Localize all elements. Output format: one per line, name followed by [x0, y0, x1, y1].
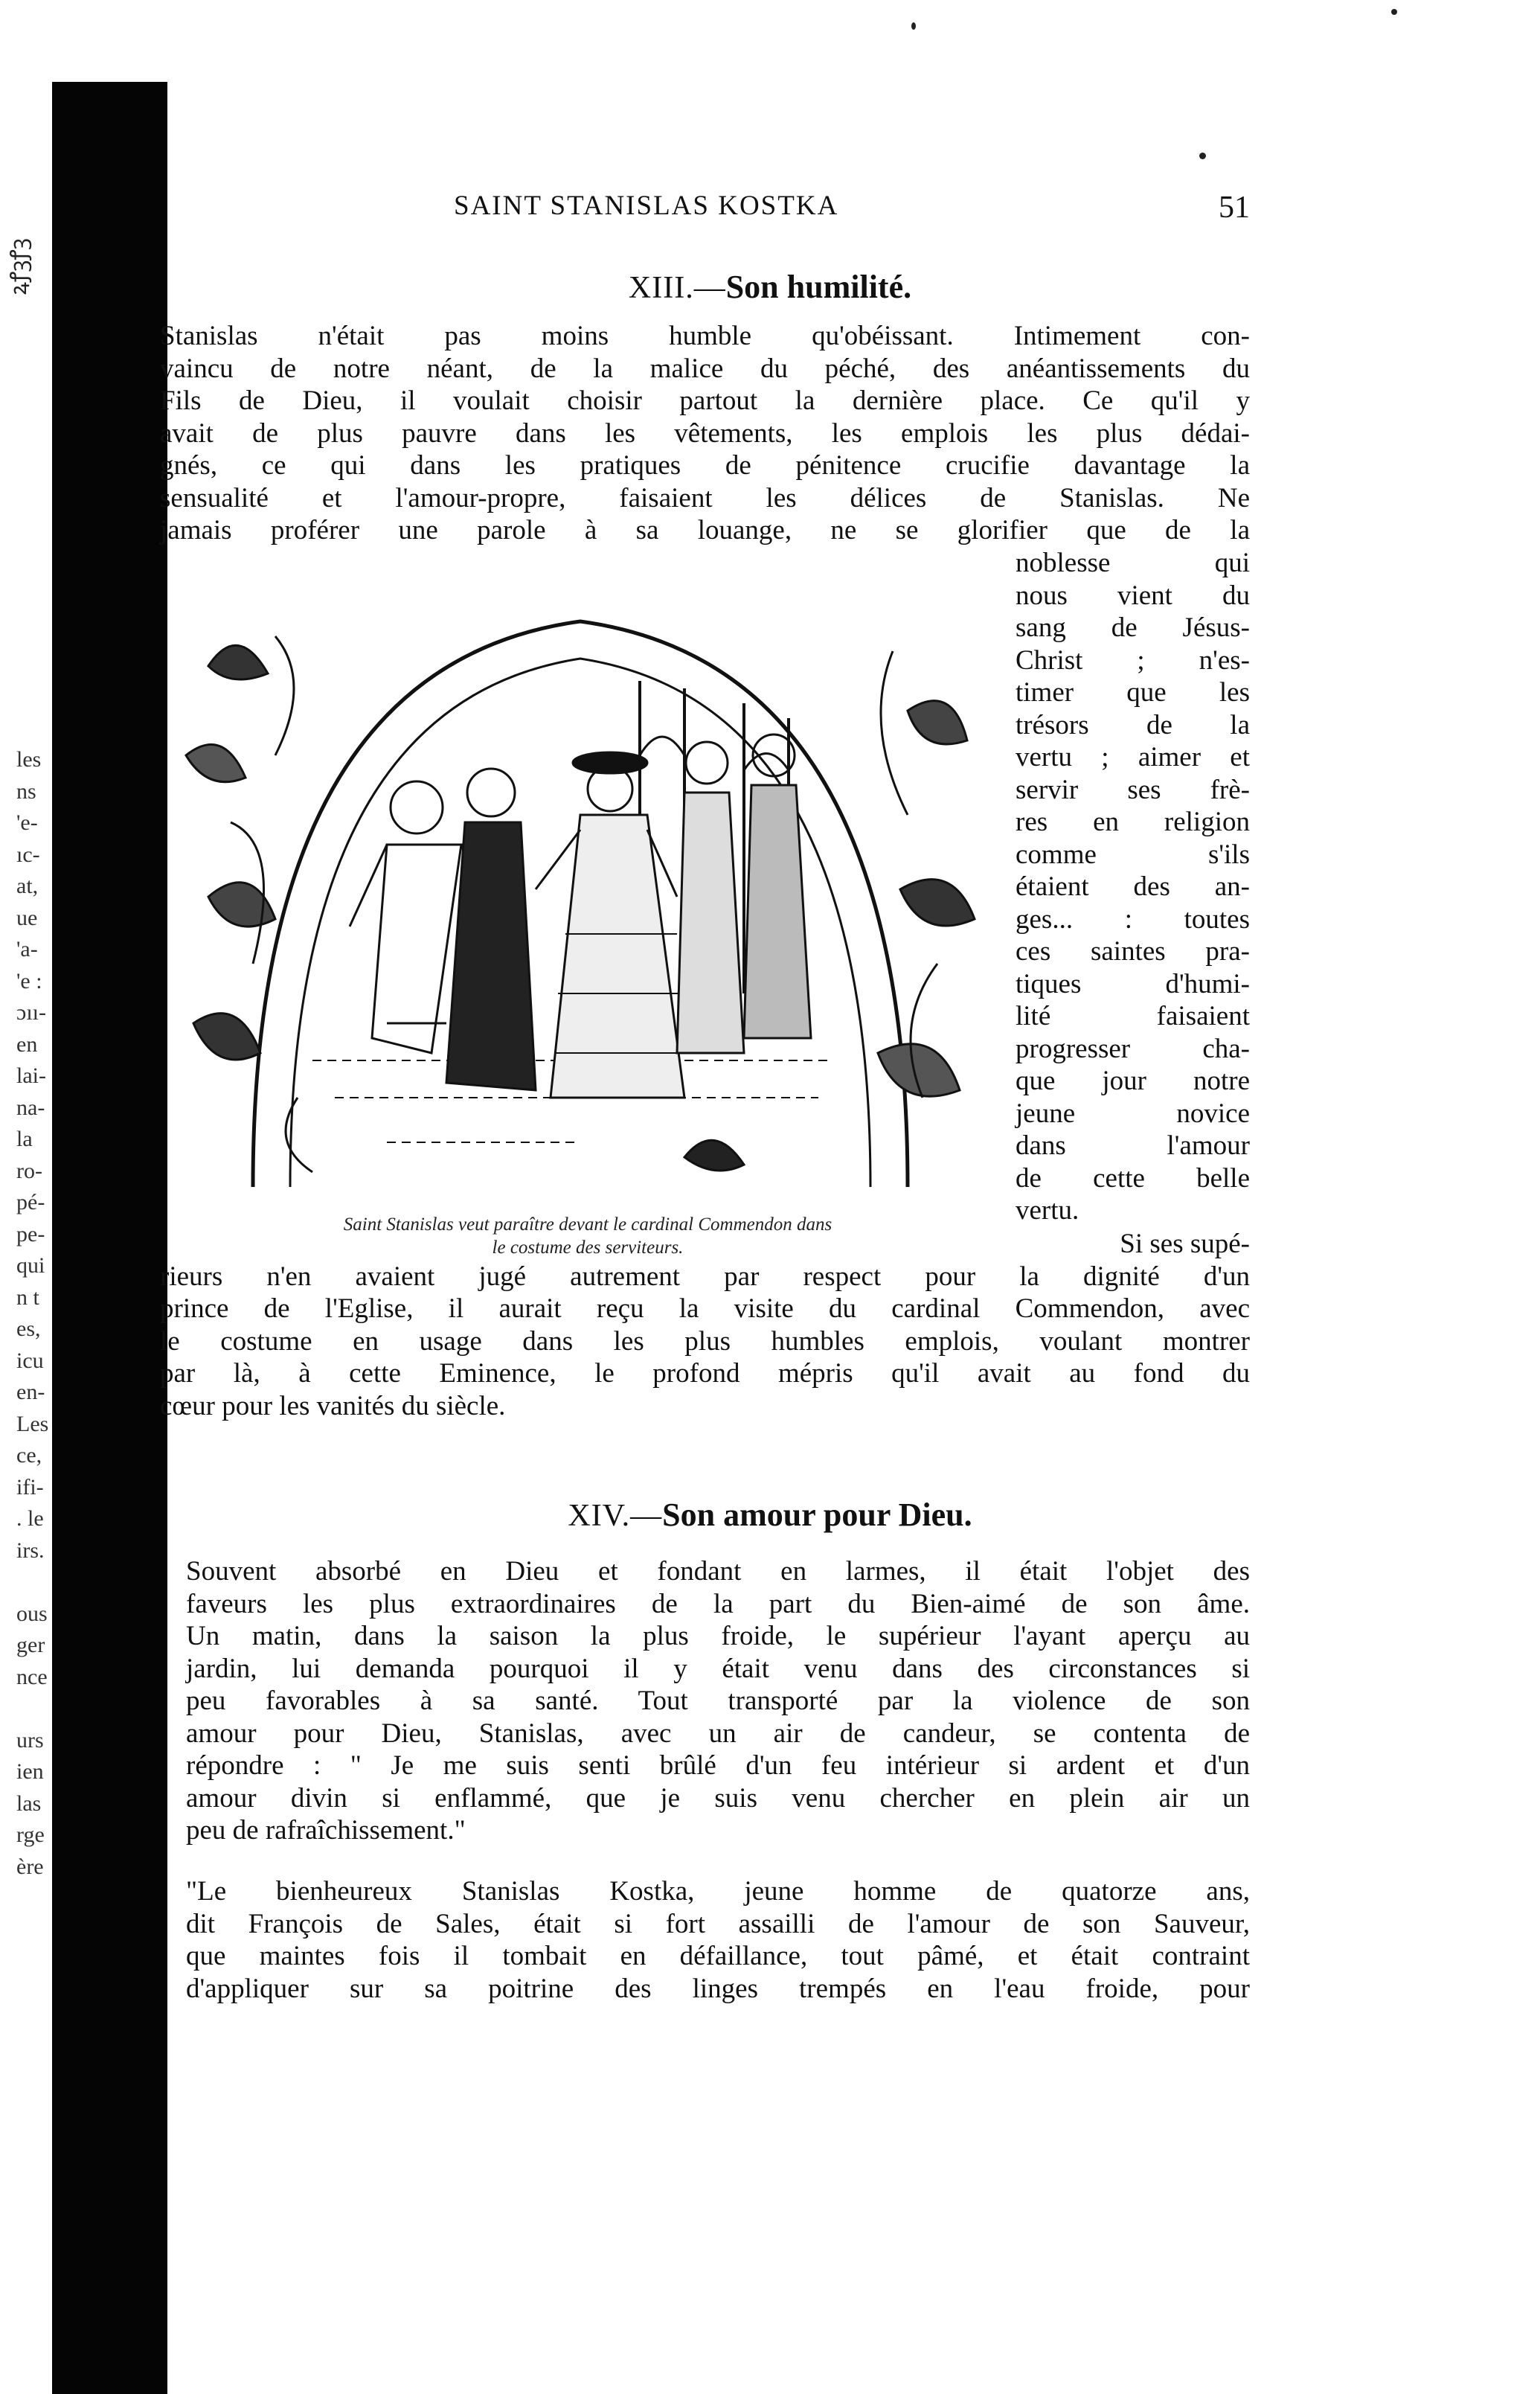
text-line: dit François de Sales, était si fort assailli de l'amour de son Sauveur, — [186, 1908, 1250, 1939]
bleed-fragment: ıc- — [16, 842, 40, 867]
text-line: Souvent absorbé en Dieu et fondant en larmes, il était l'objet des — [186, 1556, 1250, 1587]
text-line: que jour notre — [1016, 1066, 1250, 1096]
margin-handwriting: ꝝꝭꝫꝭꝫ — [7, 238, 31, 295]
section-heading — [0, 268, 1540, 306]
engraving-illustration — [164, 577, 1004, 1194]
text-line: répondre : " Je me suis senti brûlé d'un feu intérieur si ardent et d'un — [186, 1750, 1250, 1781]
bleed-fragment — [16, 1566, 52, 1598]
text-line: cœur pour les vanités du siècle. — [160, 1390, 506, 1421]
text-line: de cette belle — [1016, 1162, 1250, 1194]
text-line: amour divin si enflammé, que je suis venu chercher en plein air un — [186, 1782, 1250, 1814]
section-number: XIV.— — [568, 1499, 663, 1533]
caption-line: le costume des serviteurs. — [492, 1238, 684, 1258]
bleed-fragment: Les — [16, 1411, 49, 1436]
text-line: avait de plus pauvre dans les vêtements, les emplois les plus dédai- — [160, 417, 1250, 449]
running-head — [409, 190, 1250, 234]
bleed-fragment: ro- — [16, 1158, 42, 1183]
text-line: peu de rafraîchissement." — [186, 1815, 466, 1846]
bleed-fragment: irs. — [16, 1537, 45, 1563]
text-line: Un matin, dans la saison la plus froide, le supérieur l'ayant aperçu au — [186, 1621, 1250, 1651]
text-line: nous vient du — [1016, 580, 1250, 611]
text-line: progresser cha- — [1016, 1033, 1250, 1064]
text-line: par là, à cette Eminence, le profond mépris qu'il avait au fond du — [160, 1358, 1250, 1389]
text-line: Fils de Dieu, il voulait choisir partout la dernière place. Ce qu'il y — [160, 385, 1250, 416]
bleed-fragment: . le — [16, 1506, 44, 1531]
paragraph — [160, 320, 1250, 547]
text-line: prince de l'Eglise, il aurait reçu la visite du cardinal Commendon, avec — [160, 1293, 1250, 1324]
bleed-fragment: ère — [16, 1854, 44, 1879]
side-text-column — [1016, 547, 1250, 1227]
text-line: jamais proférer une parole à sa louange, ne se glorifier que de la — [160, 515, 1250, 545]
bleed-fragment: ifi- — [16, 1474, 44, 1500]
text-line: peu favorables à sa santé. Tout transporté par la violence de son — [186, 1686, 1250, 1716]
text-line: noblesse qui — [1016, 548, 1250, 578]
bleed-fragment: la — [16, 1127, 33, 1151]
text-line: lité faisaient — [1016, 1001, 1250, 1031]
running-title: SAINT STANISLAS KOSTKA — [454, 191, 839, 221]
section-heading — [0, 1496, 1540, 1534]
facing-page-bleed — [16, 744, 52, 1883]
text-line: sang de Jésus- — [1016, 612, 1250, 643]
bleed-fragment: rge — [16, 1822, 45, 1847]
scan-speck — [1391, 9, 1397, 15]
text-line: timer que les — [1016, 677, 1250, 708]
bleed-fragment: qui — [16, 1253, 45, 1278]
text-line: étaient des an- — [1016, 871, 1250, 902]
bleed-fragment: n t — [16, 1284, 39, 1310]
text-line: jardin, lui demanda pourquoi il y était venu dans des circonstances si — [186, 1653, 1250, 1684]
bleed-fragment: nce — [16, 1664, 48, 1689]
bleed-fragment — [16, 1693, 52, 1725]
section-number: XIII.— — [628, 271, 726, 305]
text-line: vertu. — [1016, 1195, 1079, 1226]
bleed-fragment: pe- — [16, 1221, 45, 1246]
bleed-fragment: ous — [16, 1601, 48, 1626]
scan-binding-shadow — [52, 82, 167, 2394]
bleed-fragment: 'a- — [16, 937, 38, 961]
text-line: "Le bienheureux Stanislas Kostka, jeune homme de quatorze ans, — [186, 1876, 1250, 1907]
text-line: rieurs n'en avaient jugé autrement par respect pour la dignité d'un — [160, 1261, 1250, 1292]
text-line: dans l'amour — [1016, 1130, 1250, 1161]
bleed-fragment: ce, — [16, 1443, 42, 1468]
section-title: Son humilité. — [725, 269, 912, 305]
bleed-fragment: las — [16, 1790, 42, 1816]
text-line: Christ ; n'es- — [1016, 644, 1250, 676]
text-line: Si ses supé- — [1120, 1229, 1250, 1259]
text-line: que maintes fois il tombait en défaillance, tout pâmé, et était contraint — [186, 1941, 1250, 1971]
quote-paragraph — [186, 1875, 1250, 2005]
bleed-fragment: ɔıı- — [16, 1000, 46, 1025]
bleed-fragment: les — [16, 747, 42, 772]
scan-speck — [911, 22, 916, 30]
bleed-fragment: na- — [16, 1095, 45, 1120]
text-line: d'appliquer sur sa poitrine des linges trempés en l'eau froide, pour — [186, 1973, 1250, 2004]
bleed-fragment: es, — [16, 1316, 41, 1341]
bleed-fragment: ger — [16, 1633, 45, 1657]
bleed-fragment: ns — [16, 778, 36, 804]
text-line: le costume en usage dans les plus humbles emplois, voulant montrer — [160, 1325, 1250, 1357]
paragraph — [186, 1555, 1250, 1847]
caption-line: Saint Stanislas veut paraître devant le cardinal Commendon dans — [343, 1214, 832, 1235]
text-line: jeune novice — [1016, 1098, 1250, 1129]
text-line: faveurs les plus extraordinaires de la part du Bien-aimé de son âme. — [186, 1588, 1250, 1619]
paragraph — [160, 1228, 1250, 1422]
bleed-fragment: lai- — [16, 1063, 46, 1088]
text-line: trésors de la — [1016, 709, 1250, 740]
bleed-fragment: icu — [16, 1348, 44, 1373]
bleed-fragment: 'e : — [16, 968, 42, 993]
bleed-fragment: at, — [16, 874, 39, 898]
bleed-fragment: ien — [16, 1759, 44, 1784]
text-line: tiques d'humi- — [1016, 968, 1250, 999]
text-line: vertu ; aimer et — [1016, 742, 1250, 772]
bleed-fragment: 'e- — [16, 810, 38, 835]
section-title: Son amour pour Dieu. — [662, 1497, 972, 1533]
text-line: res en religion — [1016, 807, 1250, 837]
bleed-fragment: ue — [16, 905, 38, 930]
text-line: gnés, ce qui dans les pratiques de pénitence crucifie davantage la — [160, 450, 1250, 481]
bleed-fragment: en — [16, 1031, 38, 1057]
scan-speck — [1199, 153, 1206, 159]
bleed-fragment: en- — [16, 1380, 45, 1404]
text-line: comme s'ils — [1016, 839, 1250, 870]
bleed-fragment: pé- — [16, 1190, 45, 1214]
text-line: ces saintes pra- — [1016, 936, 1250, 967]
text-line: sensualité et l'amour-propre, faisaient les délices de Stanislas. Ne — [160, 482, 1250, 513]
text-line: Stanislas n'était pas moins humble qu'obéissant. Intimement con- — [160, 321, 1250, 351]
text-line: ges... : toutes — [1016, 903, 1250, 935]
text-line: amour pour Dieu, Stanislas, avec un air de candeur, se contenta de — [186, 1718, 1250, 1749]
text-line: vaincu de notre néant, de la malice du péché, des anéantissements du — [160, 353, 1250, 384]
text-line: servir ses frè- — [1016, 774, 1250, 805]
page-number: 51 — [1219, 191, 1250, 225]
bleed-fragment: urs — [16, 1727, 44, 1753]
